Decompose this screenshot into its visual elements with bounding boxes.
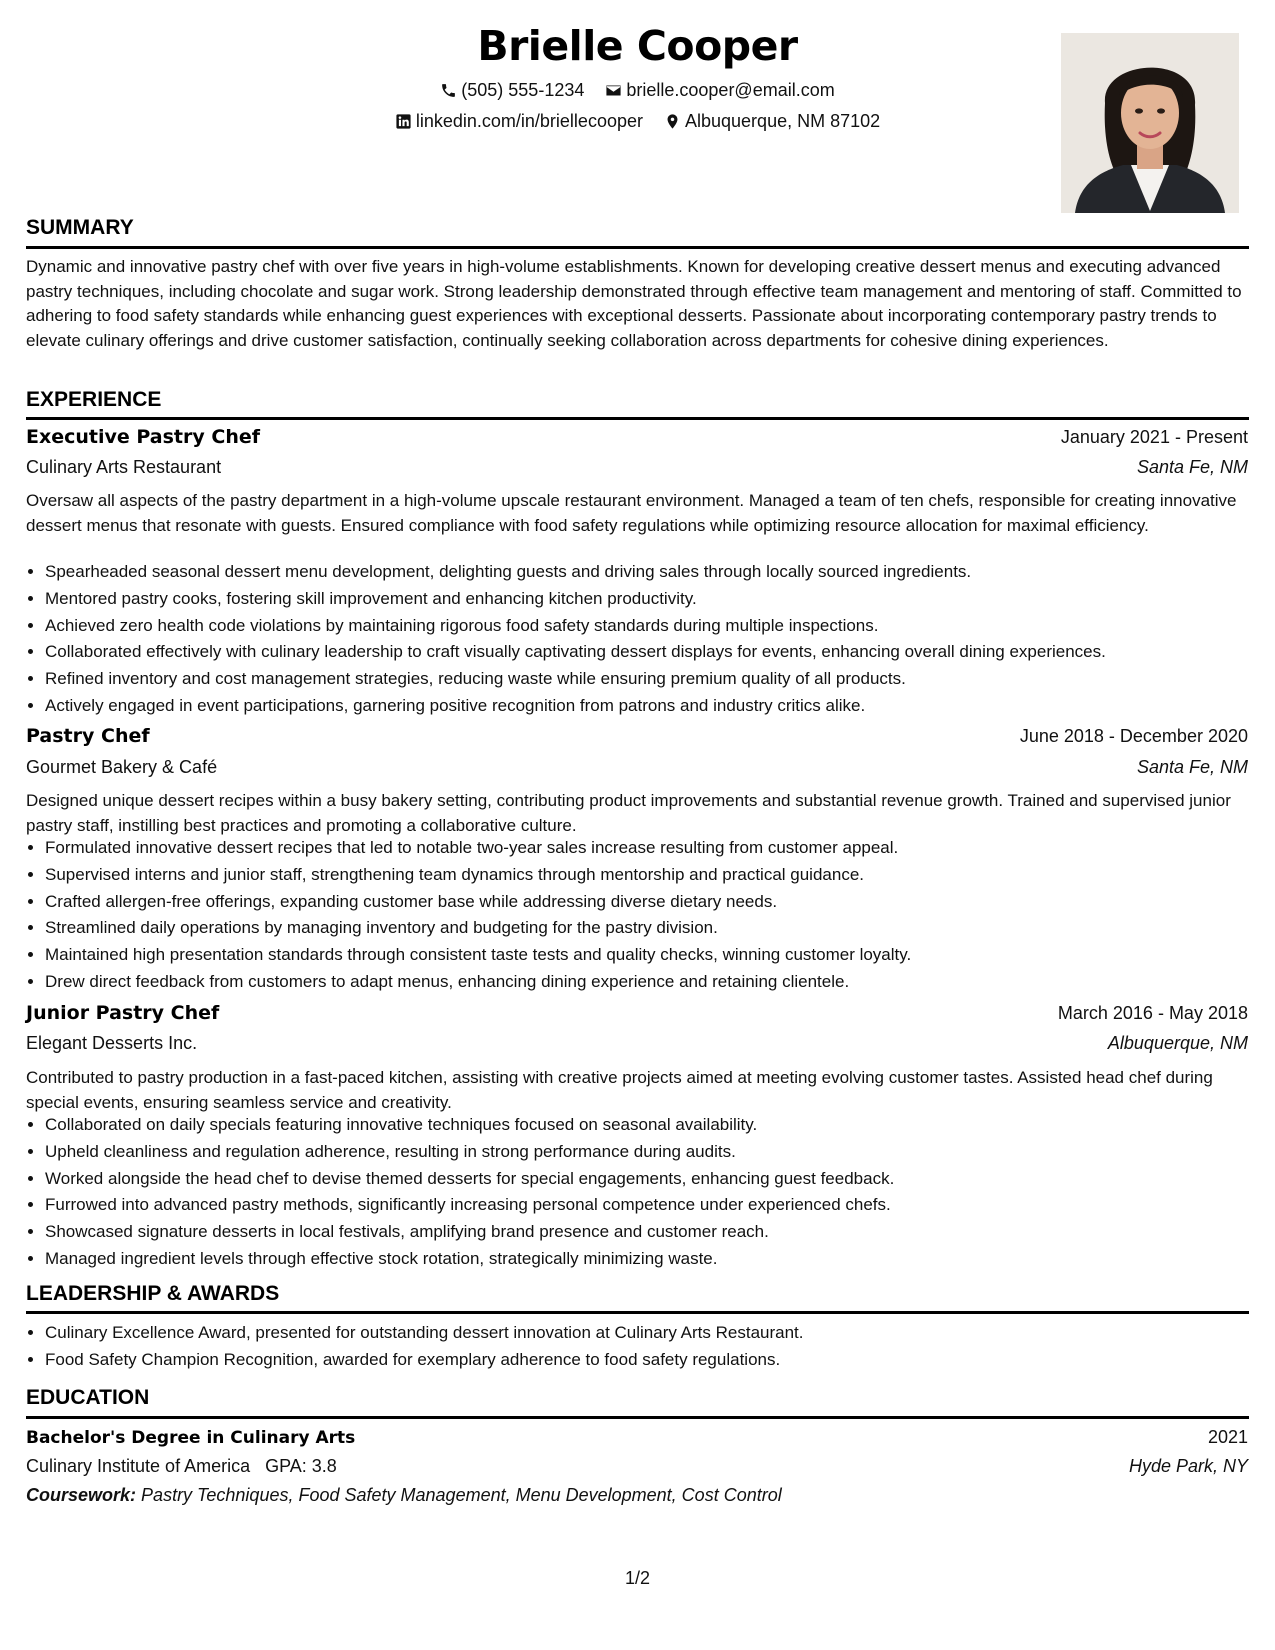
coursework-line [26, 1485, 782, 1506]
list-item: • Culinary Excellence Award, presented for outstanding dessert innovation at Culinary Arts Restaurant. [45, 1320, 1267, 1347]
linkedin-text: linkedin.com/in/briellecooper [415, 111, 643, 131]
list-item: • Spearheaded seasonal dessert menu development, delighting guests and driving sales through locally sourced ingredients. [45, 559, 1267, 586]
contact-email[interactable] [605, 80, 834, 101]
phone-icon [440, 82, 457, 99]
phone-text: (505) 555-1234 [461, 80, 585, 100]
list-item: • Worked alongside the head chef to devise themed desserts for special engagements, enhancing guest feedback. [45, 1166, 1267, 1193]
job-bullet-list [26, 835, 1267, 996]
job-dates: March 2016 - May 2018 [1057, 1003, 1248, 1023]
list-item: • Collaborated effectively with culinary leadership to craft visually captivating dessert displays for events, enhancing overall dining experiences. [45, 639, 1267, 666]
job-organization: Elegant Desserts Inc. [26, 1033, 198, 1053]
contact-location [664, 111, 880, 132]
job-dates: January 2021 - Present [1060, 427, 1248, 447]
school-location: Hyde Park, NY [1128, 1456, 1248, 1476]
list-item: • Refined inventory and cost management strategies, reducing waste while ensuring premium quality of all products. [45, 666, 1267, 693]
list-item: • Upheld cleanliness and regulation adherence, resulting in strong performance during audits. [45, 1139, 1267, 1166]
coursework-text: Pastry Techniques, Food Safety Management, Menu Development, Cost Control [141, 1485, 782, 1505]
location-text: Albuquerque, NM 87102 [685, 111, 881, 131]
job-title: Pastry Chef [26, 725, 150, 747]
list-item: • Furrowed into advanced pastry methods, significantly increasing personal competence under experienced chefs. [45, 1192, 1267, 1219]
education-heading: EDUCATION [26, 1386, 150, 1409]
list-item: • Achieved zero health code violations by maintaining rigorous food safety standards during multiple inspections. [45, 613, 1267, 640]
list-item: • Showcased signature desserts in local festivals, amplifying brand presence and customer reach. [45, 1219, 1267, 1246]
portrait-illustration [1061, 33, 1239, 213]
job-title: Junior Pastry Chef [26, 1002, 220, 1024]
job-description: Contributed to pastry production in a fast-paced kitchen, assisting with creative projects aimed at meeting evolving customer tastes. Assisted head chef during special events, ensuring seamless service and creativity. [26, 1068, 1213, 1112]
summary-text: Dynamic and innovative pastry chef with over five years in high-volume establishments. Known for developing creative dessert menus and executing advanced pastry techniques, including chocolate and sugar work. Strong leadership demonstrated through effective team management and mentoring of staff. Committed to adhering to food safety standards while enhancing guest experiences with exceptional desserts. Passionate about incorporating contemporary pastry trends to elevate culinary offerings and drive customer satisfaction, continually seeking collaboration across departments for cohesive dining experiences. [26, 257, 1242, 350]
summary-divider [26, 246, 1249, 249]
list-item: • Collaborated on daily specials featuring innovative techniques focused on seasonal availability. [45, 1112, 1267, 1139]
contact-linkedin[interactable] [395, 111, 643, 132]
job-bullet-list [26, 559, 1267, 720]
job-bullet-list [26, 1112, 1267, 1273]
envelope-icon [605, 82, 622, 99]
page-number: 1/2 [624, 1568, 651, 1588]
awards-list [26, 1320, 1267, 1374]
list-item: • Managed ingredient levels through effective stock rotation, strategically minimizing waste. [45, 1246, 1267, 1273]
contact-phone [440, 80, 584, 101]
summary-heading: SUMMARY [26, 216, 134, 239]
job-organization: Culinary Arts Restaurant [26, 457, 222, 477]
profile-photo [1061, 33, 1239, 213]
list-item: • Crafted allergen-free offerings, expanding customer base while addressing diverse dietary needs. [45, 889, 1267, 916]
job-organization: Gourmet Bakery & Café [26, 757, 218, 777]
experience-divider [26, 417, 1249, 420]
job-location: Santa Fe, NM [1136, 757, 1248, 777]
linkedin-icon [395, 113, 412, 130]
education-divider [26, 1416, 1249, 1419]
degree-year: 2021 [1207, 1427, 1248, 1447]
job-description: Designed unique dessert recipes within a busy bakery setting, contributing product improvements and substantial revenue growth. Trained and supervised junior pastry staff, instilling best practices and promoting a collaborative culture. [26, 791, 1231, 835]
job-dates: June 2018 - December 2020 [1019, 726, 1248, 746]
job-location: Albuquerque, NM [1107, 1033, 1248, 1053]
list-item: • Mentored pastry cooks, fostering skill improvement and enhancing kitchen productivity. [45, 586, 1267, 613]
list-item: • Supervised interns and junior staff, strengthening team dynamics through mentorship and practical guidance. [45, 862, 1267, 889]
list-item: • Food Safety Champion Recognition, awarded for exemplary adherence to food safety regulations. [45, 1347, 1267, 1374]
email-text: brielle.cooper@email.com [626, 80, 835, 100]
degree-title: Bachelor's Degree in Culinary Arts [26, 1428, 356, 1448]
job-title: Executive Pastry Chef [26, 426, 261, 448]
candidate-name: Brielle Cooper [477, 22, 798, 70]
list-item: • Streamlined daily operations by managing inventory and budgeting for the pastry division. [45, 915, 1267, 942]
awards-divider [26, 1311, 1249, 1314]
list-item: • Formulated innovative dessert recipes that led to notable two-year sales increase resulting from customer appeal. [45, 835, 1267, 862]
list-item: • Maintained high presentation standards through consistent taste tests and quality checks, winning customer loyalty. [45, 942, 1267, 969]
school-and-gpa: Culinary Institute of America GPA: 3.8 [26, 1456, 337, 1476]
coursework-label: Coursework: [26, 1485, 137, 1505]
awards-heading: LEADERSHIP & AWARDS [26, 1282, 280, 1305]
map-pin-icon [664, 113, 681, 130]
list-item: • Drew direct feedback from customers to adapt menus, enhancing dining experience and retaining clientele. [45, 969, 1267, 996]
experience-heading: EXPERIENCE [26, 388, 162, 411]
job-description: Oversaw all aspects of the pastry department in a high-volume upscale restaurant environment. Managed a team of ten chefs, responsible for creating innovative dessert menus that resonate with guests. Ensured compliance with food safety regulations while optimizing resource allocation for maximal efficiency. [26, 491, 1237, 535]
list-item: • Actively engaged in event participations, garnering positive recognition from patrons and industry critics alike. [45, 693, 1267, 720]
job-location: Santa Fe, NM [1136, 457, 1248, 477]
